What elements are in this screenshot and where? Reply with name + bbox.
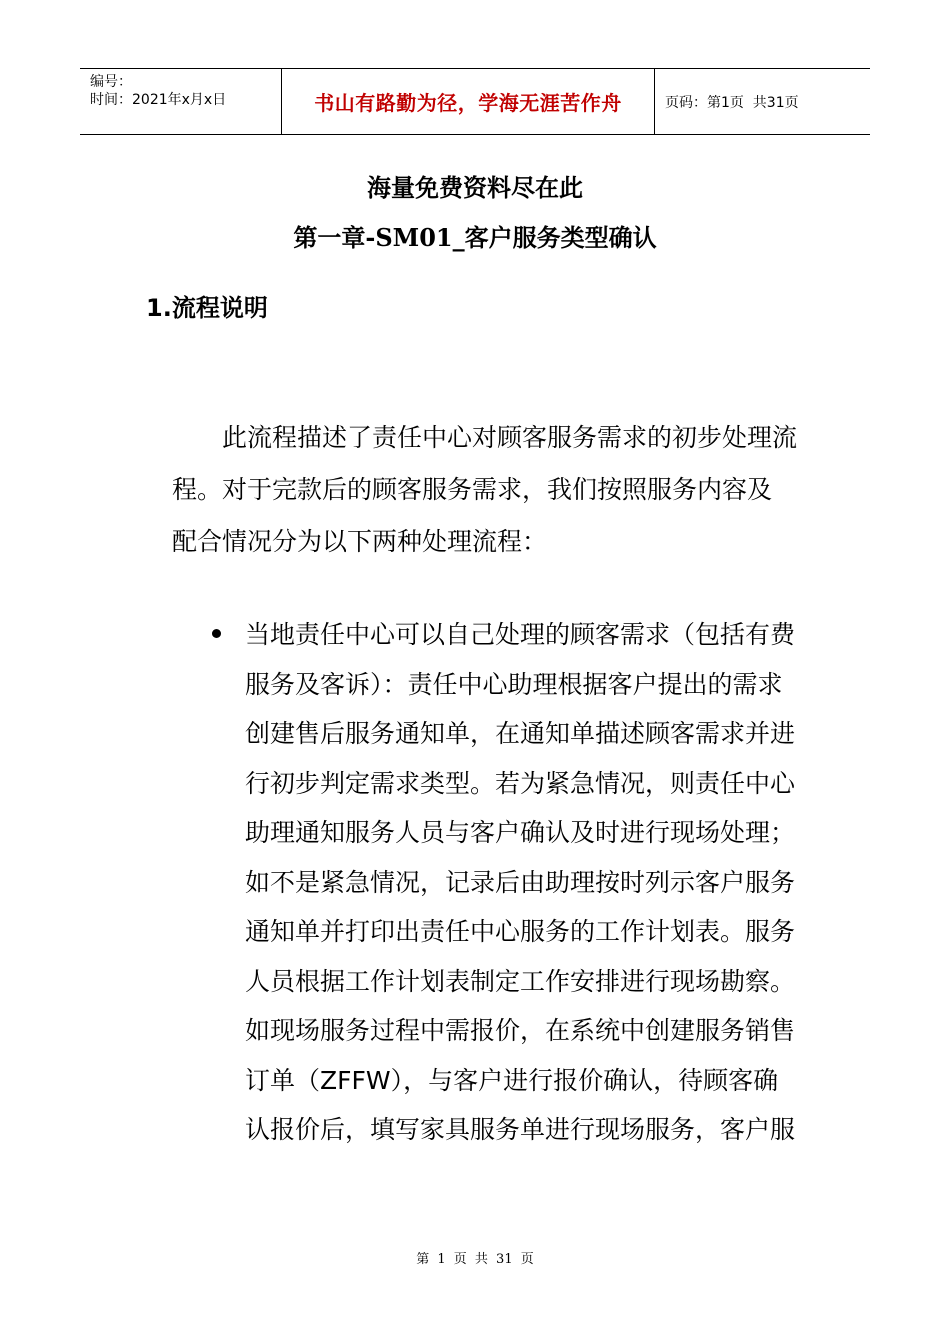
bullet-line: 助理通知服务人员与客户确认及时进行现场处理； bbox=[245, 818, 796, 847]
section-heading: 1.流程说明 bbox=[146, 294, 268, 322]
header-meta bbox=[80, 69, 282, 134]
intro-paragraph bbox=[172, 412, 812, 568]
page-footer: 第 1 页 共 31 页 bbox=[416, 1252, 534, 1267]
document-title-line1: 海量免费资料尽在此 bbox=[367, 173, 583, 202]
bullet-text bbox=[245, 610, 825, 1155]
bullet-line: 创建售后服务通知单，在通知单描述顾客需求并进 bbox=[245, 719, 796, 748]
header-motto bbox=[282, 69, 655, 134]
bullet-line: 订单（ZFFW），与客户进行报价确认，待顾客确 bbox=[245, 1065, 779, 1095]
document-header bbox=[80, 68, 870, 135]
page-info-text: 页码：第1页 共31页 bbox=[665, 94, 799, 111]
intro-line: 配合情况分为以下两种处理流程： bbox=[172, 527, 548, 556]
intro-line: 此流程描述了责任中心对顾客服务需求的初步处理流 bbox=[172, 423, 798, 452]
intro-line: 程。对于完款后的顾客服务需求，我们按照服务内容及 bbox=[172, 475, 773, 504]
header-page-info bbox=[655, 69, 870, 134]
bullet-line: 当地责任中心可以自己处理的顾客需求（包括有费 bbox=[245, 620, 796, 649]
time-label: 时间：2021年x月x日 bbox=[90, 92, 227, 108]
bullet-line: 如不是紧急情况，记录后由助理按时列示客户服务 bbox=[245, 867, 796, 897]
bullet-line: 服务及客诉）：责任中心助理根据客户提出的需求 bbox=[245, 669, 783, 699]
bullet-icon bbox=[212, 629, 221, 638]
bullet-line: 人员根据工作计划表制定工作安排进行现场勘察。 bbox=[245, 966, 796, 996]
motto-text: 书山有路勤为径，学海无涯苦作舟 bbox=[314, 91, 622, 115]
bullet-line: 认报价后，填写家具服务单进行现场服务，客户服 bbox=[245, 1115, 796, 1144]
bullet-line: 通知单并打印出责任中心服务的工作计划表。服务 bbox=[245, 917, 796, 946]
number-label: 编号： bbox=[90, 74, 132, 90]
bullet-line: 如现场服务过程中需报价，在系统中创建服务销售 bbox=[245, 1016, 796, 1045]
bullet-line: 行初步判定需求类型。若为紧急情况，则责任中心 bbox=[245, 768, 796, 798]
document-title-line2: 第一章-SM01_客户服务类型确认 bbox=[293, 223, 657, 252]
